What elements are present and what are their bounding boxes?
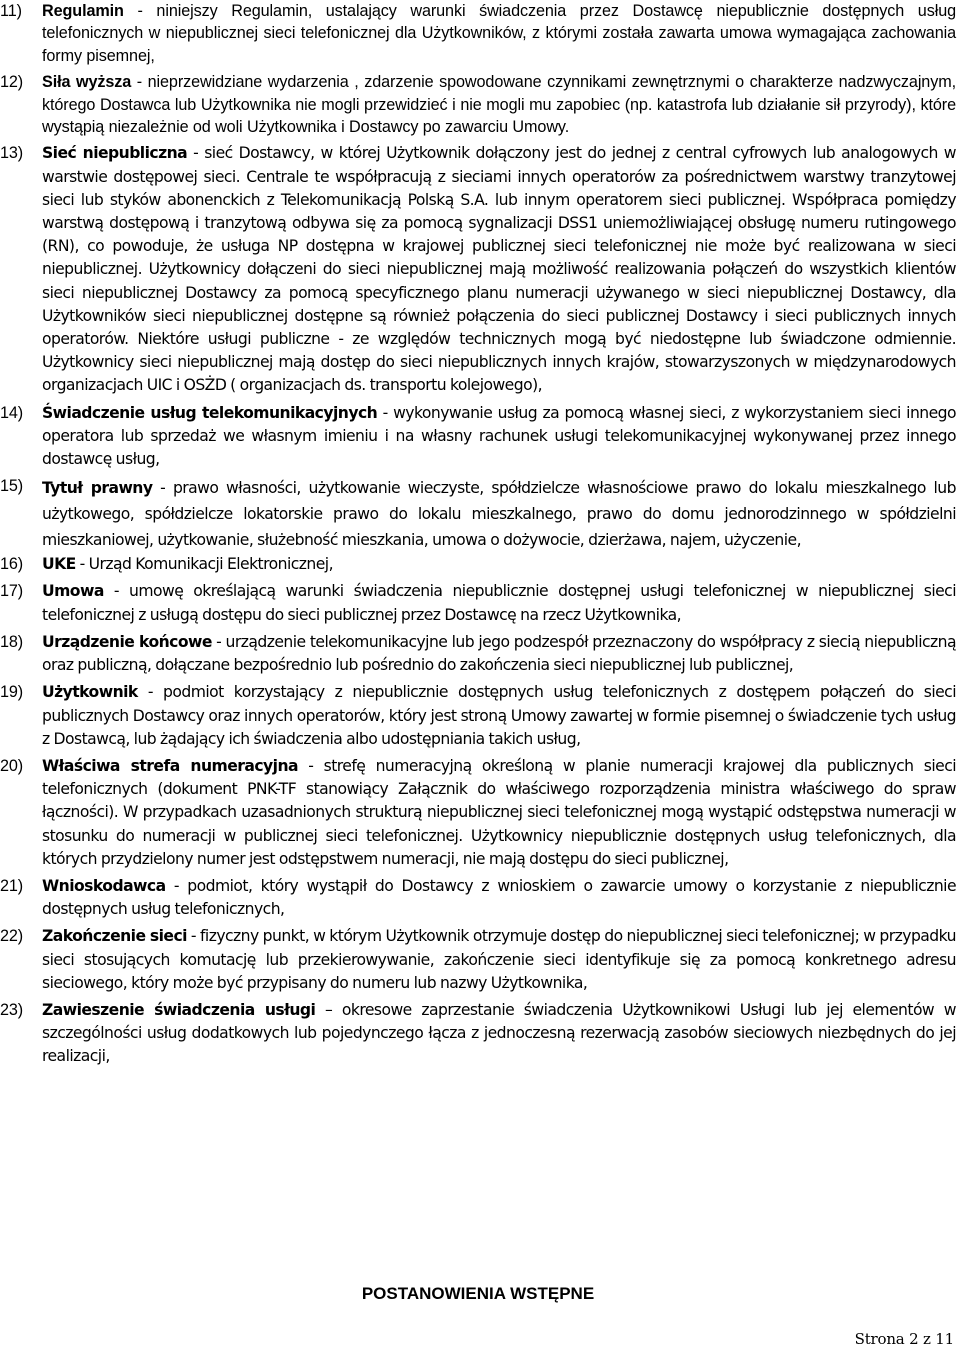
- item-number: 14): [0, 403, 24, 422]
- definition-item: [0, 580, 960, 626]
- item-number: 11): [0, 2, 22, 20]
- definition-item: [0, 681, 960, 751]
- item-number: 16): [0, 555, 24, 574]
- definition-text: - prawo własności, użytkowanie wieczyste, spółdzielcze własnościowe prawo do lokalu mieszkalnego lub użytkowego, spółdzielcze lokatorskie prawo do lokalu mieszkalnego, prawo do domu jednorodzinnego w spółdzielni mieszkaniowej, użytkowanie, służebność mieszkania, umowa o dożywocie, dzierżawa, najem, użyczenie,: [42, 479, 956, 550]
- item-number: 21): [0, 876, 24, 895]
- item-number: 17): [0, 582, 24, 601]
- definition-item: [0, 71, 960, 138]
- section-heading: POSTANOWIENIA WSTĘPNE: [361, 1284, 595, 1303]
- definition-text: - niniejszy Regulamin, ustalający warunki świadczenia przez Dostawcę niepublicznie dostępnych usług telefonicznych w niepublicznej sieci telefonicznej dla Użytkowników, z którymi została zawarta umowa wymagająca zachowania formy pisemnej,: [42, 2, 956, 65]
- definition-item: [0, 631, 960, 677]
- definition-item: [0, 755, 960, 871]
- definition-term: UKE: [42, 555, 76, 574]
- definition-term: Właściwa strefa numeracyjna: [42, 756, 298, 775]
- definition-text: - fizyczny punkt, w którym Użytkownik otrzymuje dostęp do niepublicznej sieci telefonicznej; w przypadku sieci stosujących komutację lub przekierowywanie, zakończenie sieci identyfikuje się za pomocą konkretnego adresu sieciowego, który może być przypisany do numeru lub nazwy Użytkownika,: [42, 927, 956, 992]
- definition-item: [0, 925, 960, 995]
- definition-term: Sieć niepubliczna: [42, 144, 188, 163]
- definition-text: - podmiot, który wystąpił do Dostawcy z wnioskiem o zawarcie umowy o korzystanie z niepublicznie dostępnych usług telefonicznych,: [42, 876, 956, 919]
- item-number: 22): [0, 927, 24, 946]
- page-number: Strona 2 z 11: [854, 1330, 954, 1348]
- definition-text: - nieprzewidziane wydarzenia , zdarzenie spowodowane czynnikami zewnętrznymi o charakterze nadzwyczajnym, którego Dostawca lub Użytkownika nie mogli przewidzieć i nie mogli mu zapobiec (np. katastrofa lub działanie sił przyrody), które wystąpią niezależnie od woli Użytkownika i Dostawcy po zawarciu Umowy.: [42, 73, 956, 137]
- definition-text: - urządzenie telekomunikacyjne lub jego podzespół przeznaczony do współpracy z siecią niepubliczną oraz publiczną, dołączane bezpośrednio lub pośrednio do zakończenia sieci niepublicznej lub publicznej,: [42, 632, 956, 675]
- definition-term: Świadczenie usług telekomunikacyjnych: [42, 403, 378, 422]
- item-number: 19): [0, 683, 24, 702]
- definition-text: – okresowe zaprzestanie świadczenia Użytkownikowi Usługi lub jej elementów w szczególności usług dodatkowych lub pojedynczego łącza z jednoczesną rezerwacją zasobów sieciowych niezbędnych do jej realizacji,: [42, 1000, 956, 1066]
- definition-term: Zakończenie sieci: [42, 927, 187, 946]
- definition-term: Regulamin: [42, 2, 124, 20]
- definition-text: - umowę określającą warunki świadczenia niepublicznie dostępnej usługi telefonicznej w niepublicznej sieci telefonicznej z usługą dostępu do sieci publicznej przez Dostawcę na rzecz Użytkownika,: [42, 582, 956, 624]
- definition-term: Zawieszenie świadczenia usługi: [42, 1000, 316, 1019]
- definition-text: - Urząd Komunikacji Elektronicznej,: [75, 555, 333, 574]
- definition-item: [0, 402, 960, 472]
- item-number: 13): [0, 144, 24, 163]
- item-number: 20): [0, 756, 24, 775]
- definition-term: Użytkownik: [42, 683, 138, 702]
- item-number: 23): [0, 1000, 24, 1019]
- definition-term: Wnioskodawca: [42, 876, 166, 895]
- definition-item: [0, 553, 960, 576]
- definition-text: - sieć Dostawcy, w której Użytkownik dołączony jest do jednej z central cyfrowych lub analogowych w warstwie dostępowej sieci. Centrale te współpracują z sieciami innych operatorów za pośrednictwem warstwy tranzytowej sieci lub styków abonenckich z Telekomunikacją Polską S.A. lub innym operatorem sieci publicznej. Współpraca pomiędzy warstwą dostępową i tranzytową odbywa się za pomocą sygnalizacji DSS1 uniemożliwiającej obsługę numeru rutingowego (RN), co powoduje, że usługa NP dostępna w krajowej publicznej sieci telefonicznej nie może być realizowana w sieci niepublicznej. Użytkownicy dołączeni do sieci niepublicznej mają możliwość realizowania połączeń do wszystkich klientów sieci niepublicznej Dostawcy za pomocą specyficznego planu numeracji używanego w sieci niepublicznej Dostawcy, dla Użytkowników sieci niepublicznej dostępne są również połączenia do sieci publicznej Dostawcy i sieci publicznych innych operatorów. Niektóre usługi publiczne - ze względów technicznych mogą być niedostępne lub świadczone odmiennie. Użytkownicy sieci niepublicznej mają dostęp do sieci niepublicznych innych krajów, stowarzyszonych w międzynarodowych organizacjach UIC i OSŻD ( organizacjach ds. transportu kolejowego),: [42, 144, 957, 395]
- definition-term: Tytuł prawny: [42, 479, 153, 498]
- definition-item: [0, 0, 960, 67]
- definition-text: - podmiot korzystający z niepublicznie dostępnych usług telefonicznych z dostępem połączeń do sieci publicznych Dostawcy oraz innych operatorów, który jest stroną Umowy zawartej w formie pisemnej o świadczenie tych usług z Dostawcą, lub żądający ich świadczenia albo udostępniania takich usług,: [42, 683, 956, 748]
- item-number: 12): [0, 73, 24, 92]
- definition-item: [0, 475, 960, 553]
- definition-term: Umowa: [42, 582, 104, 601]
- definition-term: Siła wyższa: [42, 73, 132, 92]
- definition-text: - strefę numeracyjną określoną w planie numeracji krajowej dla publicznych sieci telefonicznych (dokument PNK-TF stanowiący Załącznik do właściwego rozporządzenia ministra właściwego do spraw łączności). W przypadkach uzasadnionych strukturą niepublicznej sieci telefonicznej mogą wystąpić odstępstwa numeracji w stosunku do numeracji w publicznej sieci telefonicznej. Użytkownicy niepublicznie dostępnych usług telefonicznych, dla których przydzielony numer jest odstępstwem numeracji, nie mają dostępu do sieci publicznej,: [42, 756, 957, 868]
- definition-item: [0, 142, 960, 397]
- definition-item: [0, 875, 960, 921]
- definition-item: [0, 999, 960, 1069]
- item-number: 15): [0, 477, 24, 496]
- item-number: 18): [0, 632, 24, 651]
- definition-term: Urządzenie końcowe: [42, 632, 212, 651]
- definition-text: - wykonywanie usług za pomocą własnej sieci, z wykorzystaniem sieci innego operatora lub sprzedaż we własnym imieniu i na własny rachunek usługi telekomunikacyjnej wykonywanej przez innego dostawcę usług,: [42, 403, 956, 469]
